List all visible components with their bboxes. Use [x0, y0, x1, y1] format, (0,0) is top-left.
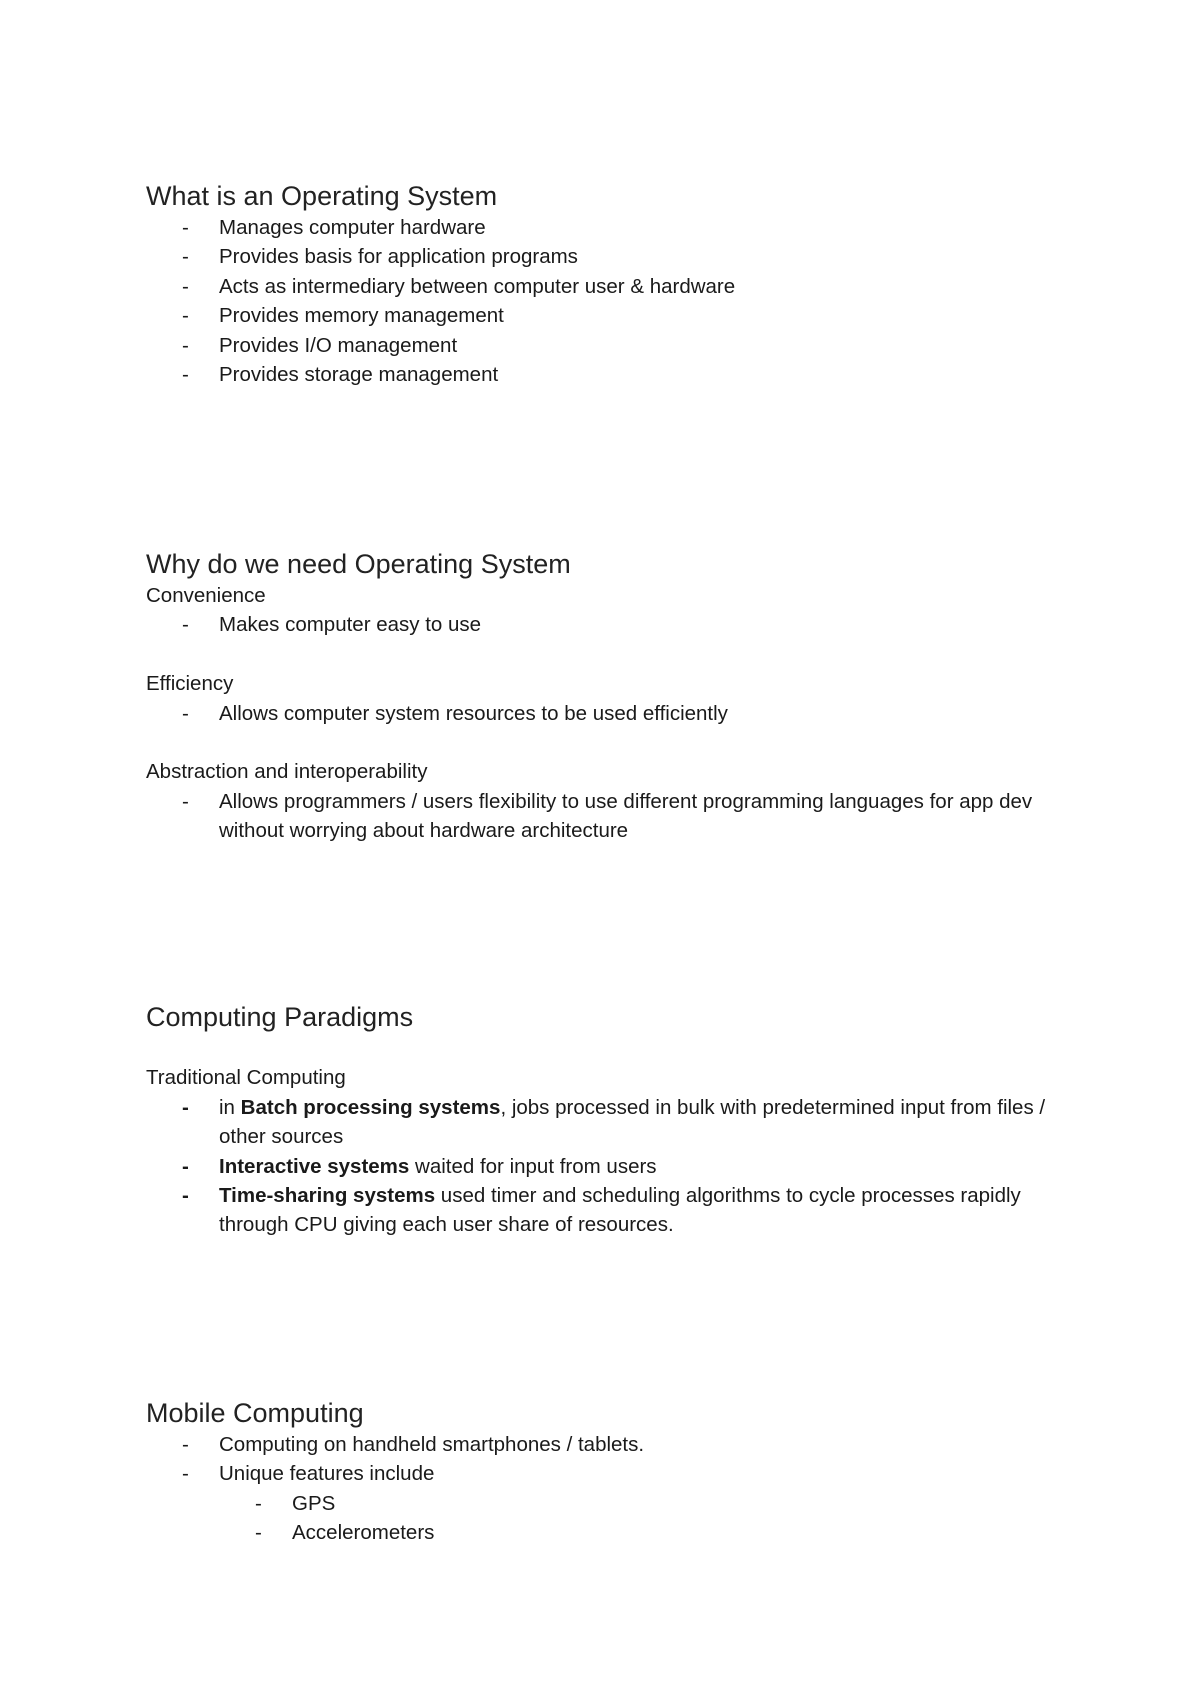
- term-time-sharing: Time-sharing systems: [219, 1184, 436, 1208]
- bullet-dash: -: [182, 274, 189, 298]
- bullet-dash: -: [182, 1154, 189, 1178]
- list-item: - Computing on handheld smartphones / tablets.: [146, 1430, 1086, 1459]
- mobile-list: [146, 1430, 1086, 1548]
- list-item: - Provides storage management: [146, 360, 1086, 389]
- bullet-dash: -: [255, 1521, 262, 1545]
- convenience-list: [146, 610, 1086, 639]
- heading-why-os: Why do we need Operating System: [146, 549, 571, 579]
- bullet-dash: -: [182, 701, 189, 725]
- group-label-abstraction: Abstraction and interoperability: [146, 760, 428, 784]
- abstraction-list: [146, 787, 1086, 846]
- section-computing-paradigms: [146, 1000, 1086, 1240]
- list-item: - Unique features include: [146, 1459, 1086, 1488]
- efficiency-list: [146, 699, 1086, 728]
- bullet-dash: -: [182, 333, 189, 357]
- bullet-dash: -: [182, 216, 189, 239]
- term-interactive-systems: Interactive systems: [219, 1154, 410, 1178]
- list-item: - Allows programmers / users flexibility to use different programming languages for app dev without worrying about hardware architecture: [146, 787, 1086, 846]
- list-item: - in Batch processing systems, jobs processed in bulk with predetermined input from files / other sources: [146, 1093, 1086, 1152]
- subheading-traditional-computing: Traditional Computing: [146, 1066, 346, 1090]
- list-item: - Provides I/O management: [146, 331, 1086, 360]
- bullet-dash: -: [182, 363, 189, 387]
- bullet-dash: -: [255, 1491, 262, 1515]
- list-item: - Provides memory management: [146, 301, 1086, 330]
- bullet-dash: -: [182, 1462, 189, 1486]
- group-label-efficiency: Efficiency: [146, 672, 234, 696]
- heading-what-is-os: What is an Operating System: [146, 181, 498, 211]
- bullet-dash: -: [182, 1095, 189, 1119]
- sub-list-item: - Accelerometers: [146, 1518, 1086, 1547]
- list-item: - Makes computer easy to use: [146, 610, 1086, 639]
- section-why-os: [146, 547, 1086, 846]
- bullet-dash: -: [182, 304, 189, 328]
- section-mobile-computing: [146, 1396, 1086, 1548]
- list-item: - Interactive systems waited for input from users: [146, 1152, 1086, 1181]
- sub-list-item: - GPS: [146, 1489, 1086, 1518]
- bullet-dash: -: [182, 789, 189, 813]
- heading-mobile-computing: Mobile Computing: [146, 1398, 364, 1428]
- paradigms-list: [146, 1093, 1086, 1240]
- group-label-convenience: Convenience: [146, 584, 266, 607]
- bullet-dash: -: [182, 613, 189, 637]
- bullet-dash: -: [182, 1433, 189, 1456]
- section-what-is-os: [146, 179, 1086, 389]
- list-item: - Provides basis for application programs: [146, 242, 1086, 271]
- bullet-dash: -: [182, 1184, 189, 1208]
- term-batch-processing: Batch processing systems: [240, 1095, 501, 1119]
- list-item: - Allows computer system resources to be used efficiently: [146, 699, 1086, 728]
- os-bullet-list: [146, 213, 1086, 389]
- list-item: - Time-sharing systems used timer and scheduling algorithms to cycle processes rapidly through CPU giving each user share of resources.: [146, 1181, 1086, 1240]
- list-item: - Manages computer hardware: [146, 213, 1086, 242]
- list-item: - Acts as intermediary between computer user & hardware: [146, 272, 1086, 301]
- heading-computing-paradigms: Computing Paradigms: [146, 1002, 414, 1032]
- bullet-dash: -: [182, 245, 189, 269]
